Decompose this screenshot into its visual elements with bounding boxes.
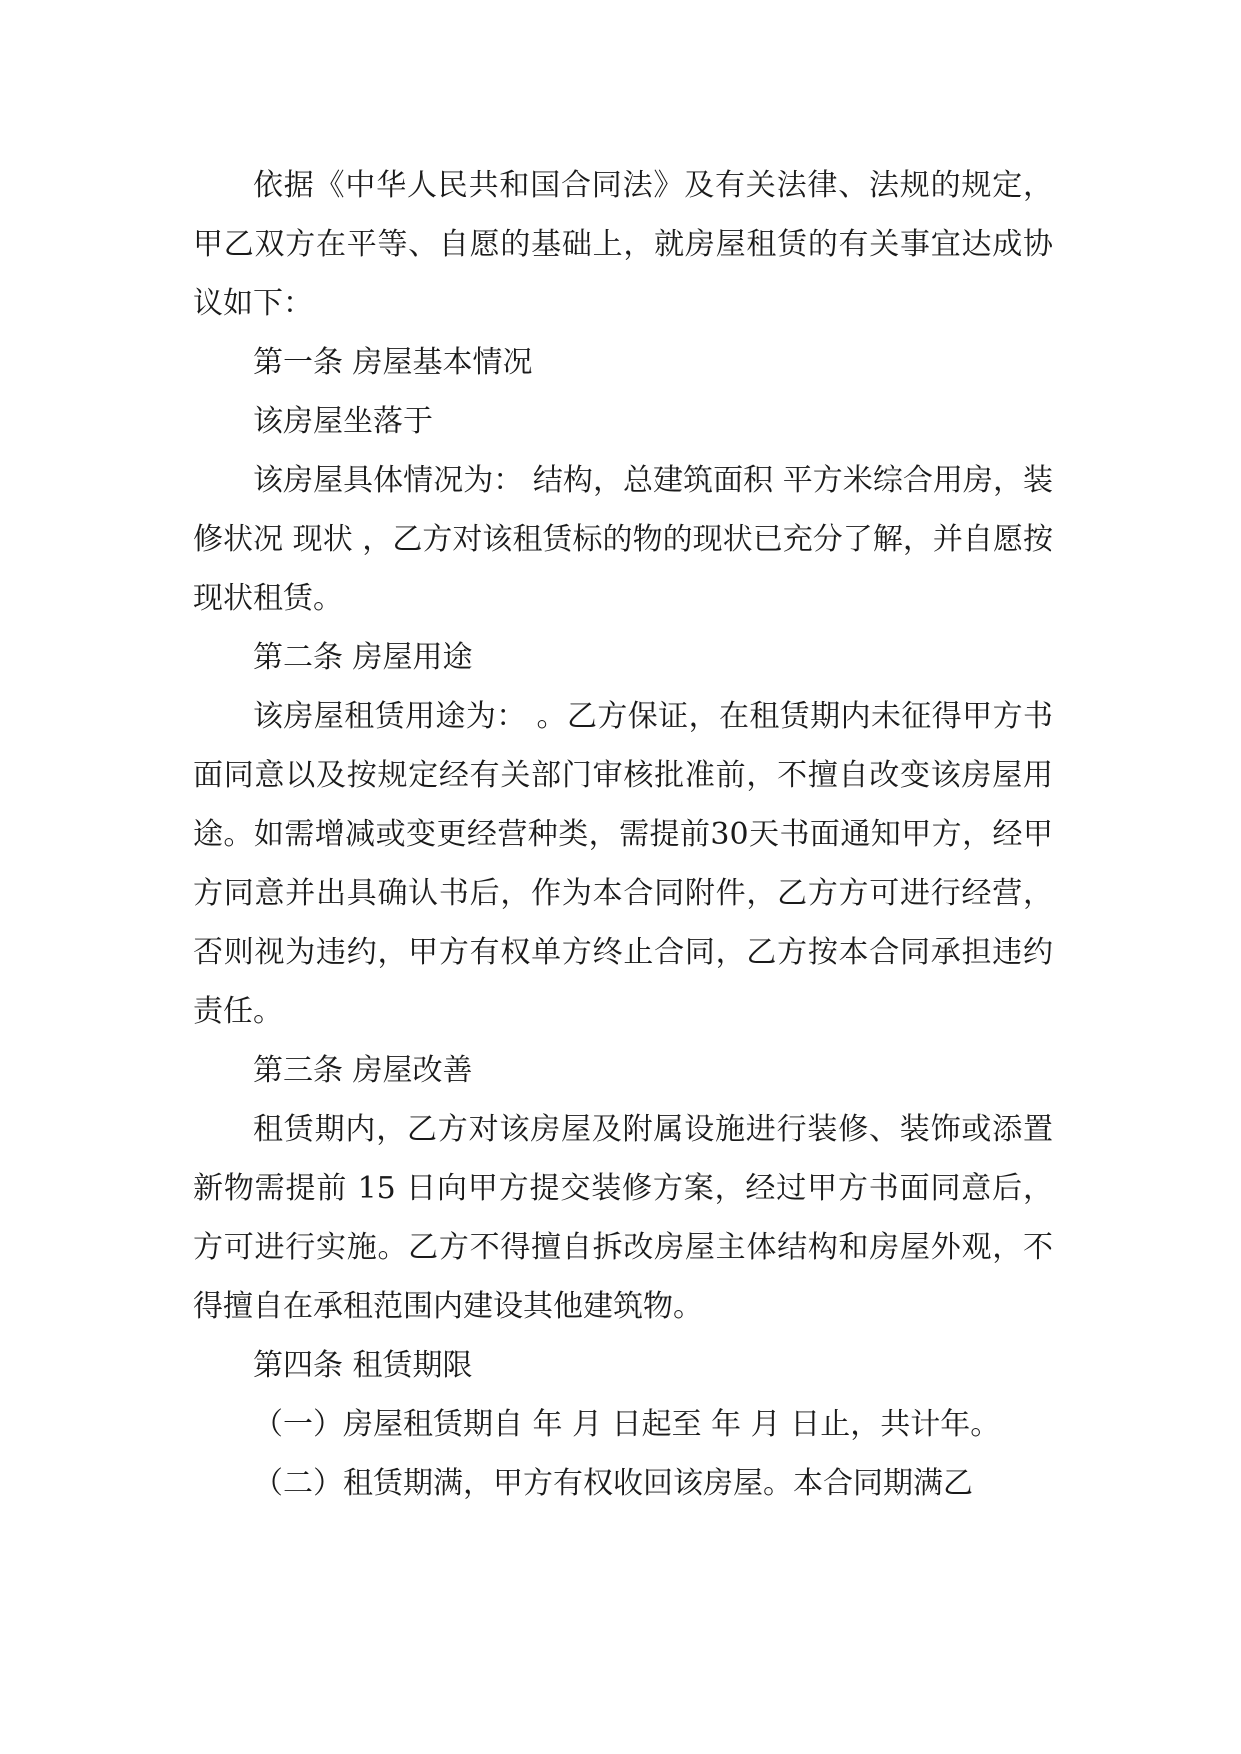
article-4-item-1: （一）房屋租赁期自 年 月 日起至 年 月 日止，共计年。: [253, 1407, 1001, 1442]
article-3-heading: 第三条 房屋改善: [253, 1053, 473, 1088]
intro-paragraph: 依据《中华人民共和国合同法》及有关法律、法规的规定，甲乙双方在平等、自愿的基础上，就房屋租赁的有关事宜达成协议如下：: [193, 168, 1053, 321]
document-page: [193, 156, 1053, 1513]
article-3-body: 租赁期内，乙方对该房屋及附属设施进行装修、装饰或添置新物需提前 15 日向甲方提交装修方案，经过甲方书面同意后，方可进行实施。乙方不得擅自拆改房屋主体结构和房屋外观，不得擅自在承租范围内建设其他建筑物。: [193, 1112, 1053, 1324]
article-1-details: 该房屋具体情况为： 结构，总建筑面积 平方米综合用房，装修状况 现状 ，乙方对该租赁标的物的现状已充分了解，并自愿按现状租赁。: [193, 463, 1053, 616]
article-4-heading: 第四条 租赁期限: [253, 1348, 473, 1383]
article-4-item-2: （二）租赁期满，甲方有权收回该房屋。本合同期满乙: [253, 1466, 973, 1501]
article-2-body: 该房屋租赁用途为： 。乙方保证，在租赁期内未征得甲方书面同意以及按规定经有关部门审核批准前，不擅自改变该房屋用途。如需增减或变更经营种类，需提前30天书面通知甲方，经甲方同意并出具确认书后，作为本合同附件，乙方方可进行经营，否则视为违约，甲方有权单方终止合同，乙方按本合同承担违约责任。: [193, 699, 1053, 1029]
article-1-heading: 第一条 房屋基本情况: [253, 345, 533, 380]
article-1-location: 该房屋坐落于: [253, 404, 433, 439]
article-2-heading: 第二条 房屋用途: [253, 640, 473, 675]
